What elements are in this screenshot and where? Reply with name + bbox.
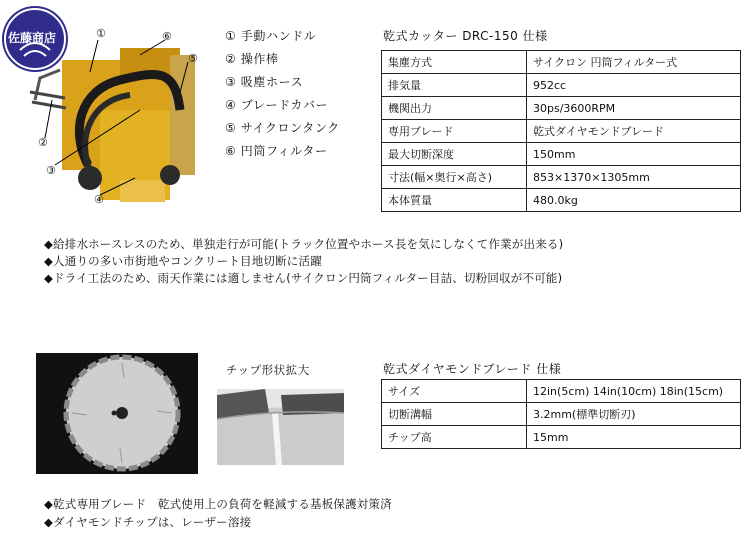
- callout-5: ⑤: [188, 52, 198, 65]
- blade-spec-table: [381, 379, 741, 449]
- table-row: 機関出力 30ps/3600RPM: [382, 97, 741, 120]
- table-row: サイズ 12in(5cm) 14in(10cm) 18in(15cm): [382, 380, 741, 403]
- blade-illustration: [36, 353, 198, 474]
- feature-note: ◆給排水ホースレスのため、単独走行が可能(トラック位置やホース長を気にしなくて作業が出来る): [44, 237, 564, 251]
- table-row: 本体質量 480.0kg: [382, 189, 741, 212]
- legend-item: ⑤ サイクロンタンク: [225, 121, 340, 135]
- table-row: 排気量 952cc: [382, 74, 741, 97]
- blade-photo: [36, 353, 198, 474]
- machine-photo: [0, 0, 212, 215]
- callout-1: ①: [96, 27, 106, 40]
- callout-2: ②: [38, 136, 48, 149]
- callout-4: ④: [94, 193, 104, 206]
- cutter-spec-table: [381, 50, 741, 212]
- feature-note: ◆人通りの多い市街地やコンクリート目地切断に活躍: [44, 254, 322, 268]
- logo-text: 佐藤商店: [8, 31, 57, 45]
- table-row: 切断溝幅 3.2mm(標準切断刃): [382, 403, 741, 426]
- cutter-spec-title: 乾式カッター DRC-150 仕様: [383, 29, 548, 43]
- legend-item: ③ 吸塵ホース: [225, 75, 304, 89]
- feature-note: ◆ドライ工法のため、雨天作業には適しません(サイクロン円筒フィルター目詰、切粉回収が不可能): [44, 271, 563, 285]
- chip-photo: [217, 389, 344, 465]
- blade-note: ◆ダイヤモンドチップは、レーザー溶接: [44, 515, 252, 529]
- blade-note: ◆乾式専用ブレード 乾式使用上の負荷を軽減する基板保護対策済: [44, 497, 392, 511]
- table-row: 寸法(幅×奥行×高さ) 853×1370×1305mm: [382, 166, 741, 189]
- legend-item: ⑥ 円筒フィルター: [225, 144, 328, 158]
- legend-item: ④ ブレードカバー: [225, 98, 329, 112]
- table-row: 最大切断深度 150mm: [382, 143, 741, 166]
- blade-spec-title: 乾式ダイヤモンドブレード 仕様: [383, 362, 562, 376]
- legend-item: ① 手動ハンドル: [225, 29, 317, 43]
- callout-6: ⑥: [162, 30, 172, 43]
- table-row: チップ高 15mm: [382, 426, 741, 449]
- company-logo: [2, 6, 68, 72]
- chip-caption: チップ形状拡大: [226, 363, 310, 377]
- chip-illustration: [217, 389, 344, 465]
- table-row: 集塵方式 サイクロン 円筒フィルター式: [382, 51, 741, 74]
- table-row: 専用ブレード 乾式ダイヤモンドブレード: [382, 120, 741, 143]
- callout-3: ③: [46, 164, 56, 177]
- legend-item: ② 操作棒: [225, 52, 279, 66]
